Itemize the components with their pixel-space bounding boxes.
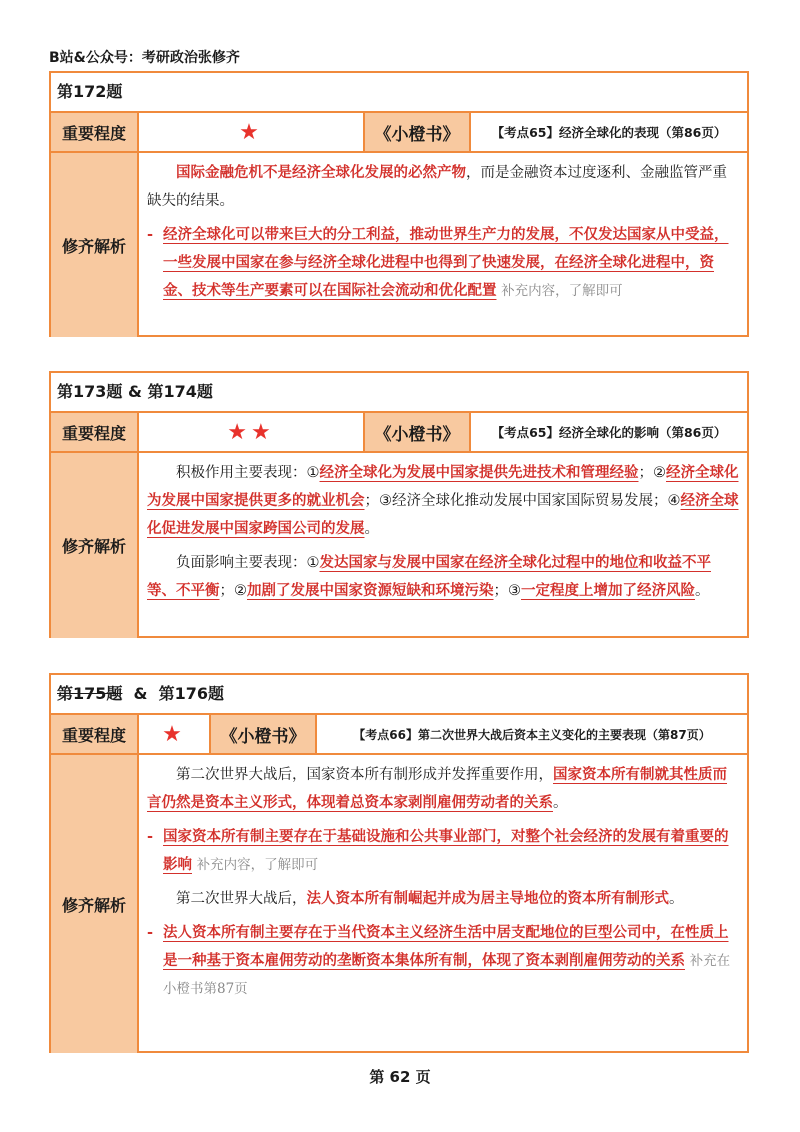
exam-point: 【考点65】经济全球化的表现（第86页）: [491, 125, 727, 140]
importance-label: 重要程度: [51, 715, 139, 753]
key-text: 经济全球化为发展中国家提供更多的就业机会: [147, 465, 739, 509]
text: 。: [669, 891, 684, 907]
key-text: 一定程度上增加了经济风险: [521, 583, 695, 599]
card-title: 第172题: [51, 73, 747, 113]
key-text: 发达国家与发展中国家在经济全球化过程中的地位和收益不平等、不平衡: [147, 555, 711, 599]
title-part: 第175题: [57, 684, 123, 703]
text: 第二次世界大战后，: [176, 891, 307, 907]
question-card-172: [49, 71, 749, 337]
bullet-item: [147, 823, 739, 879]
book-label: 《小橙书》: [365, 413, 471, 451]
importance-stars: ★: [139, 113, 365, 151]
dash-icon: -: [147, 925, 154, 941]
text: 。: [553, 795, 568, 811]
dash-icon: -: [147, 829, 154, 845]
note-text: 补充内容，了解即可: [196, 857, 319, 873]
importance-stars: ★★: [139, 413, 365, 451]
title-part: & 第176题: [122, 684, 225, 703]
importance-row: [51, 715, 747, 755]
book-label: 《小橙书》: [365, 113, 471, 151]
text: ；②: [219, 583, 247, 599]
analysis-label: 修齐解析: [51, 453, 139, 638]
exam-point: 【考点65】经济全球化的影响（第86页）: [491, 425, 727, 440]
text: 。: [364, 521, 379, 537]
question-card-173-174: [49, 371, 749, 638]
analysis-row: [51, 453, 747, 638]
importance-label: 重要程度: [51, 413, 139, 451]
key-text: 经济全球化促进发展中国家跨国公司的发展: [147, 493, 739, 537]
importance-row: [51, 113, 747, 153]
paragraph: [147, 885, 739, 913]
text: 负面影响主要表现：①: [176, 555, 320, 571]
bullet-item: [147, 221, 739, 305]
dash-icon: -: [147, 227, 154, 243]
book-label: 《小橙书》: [211, 715, 317, 753]
key-text: 经济全球化为发展中国家提供先进技术和管理经验: [319, 465, 639, 481]
text: ；②: [638, 465, 666, 481]
key-text: 国家资本所有制主要存在于基础设施和公共事业部门，对整个社会经济的发展有着重要的影响: [163, 829, 729, 873]
text: 。: [695, 583, 710, 599]
key-text: 经济全球化可以带来巨大的分工利益，推动世界生产力的发展，不仅发达国家从中受益，一些发展中国家在参与经济全球化进程中也得到了快速发展，在经济全球化进程中，资金、技术等生产要素可以在国际社会流动和优化配置: [163, 227, 729, 299]
exam-point: 【考点66】第二次世界大战后资本主义变化的主要表现（第87页）: [353, 727, 711, 742]
analysis-content: [139, 453, 747, 638]
importance-row: [51, 413, 747, 453]
paragraph: [147, 159, 739, 215]
header-source: B站&公众号：考研政治张修齐: [49, 50, 240, 66]
paragraph-negative: [147, 549, 739, 605]
question-card-175-176: [49, 673, 749, 1053]
paragraph-positive: [147, 459, 739, 543]
note-text: 补充内容，了解即可: [501, 283, 623, 299]
card-title: 第173题 & 第174题: [51, 373, 747, 413]
analysis-label: 修齐解析: [51, 153, 139, 337]
analysis-row: [51, 153, 747, 337]
text: ；③: [493, 583, 521, 599]
analysis-row: [51, 755, 747, 1053]
importance-stars: ★: [139, 715, 211, 753]
page-number: 第 62 页: [369, 1068, 431, 1086]
text: ；③经济全球化推动发展中国家国际贸易发展；④: [364, 493, 681, 509]
text: ，而是金融资本过度逐利、金融监管严重缺失的结果。: [147, 165, 727, 209]
analysis-content: [139, 755, 747, 1053]
paragraph: [147, 761, 739, 817]
analysis-label: 修齐解析: [51, 755, 139, 1053]
key-text: 加剧了发展中国家资源短缺和环境污染: [247, 583, 494, 599]
key-text: 法人资本所有制主要存在于当代资本主义经济生活中居支配地位的巨型公司中，在性质上是一种基于资本雇佣劳动的垄断资本集体所有制，体现了资本剥削雇佣劳动的关系: [163, 925, 729, 969]
bullet-item: [147, 919, 739, 1003]
text: 积极作用主要表现：①: [176, 465, 320, 481]
key-text: 国家资本所有制就其性质而言仍然是资本主义形式，体现着总资本家剥削雇佣劳动者的关系: [147, 767, 727, 811]
card-title: [51, 675, 747, 715]
note-text: 补充在小橙书第87页: [163, 953, 731, 997]
text: 第二次世界大战后，国家资本所有制形成并发挥重要作用，: [176, 767, 553, 783]
key-text: 国际金融危机不是经济全球化发展的必然产物: [176, 165, 466, 181]
analysis-content: [139, 153, 747, 337]
key-text: 法人资本所有制崛起并成为居主导地位的资本所有制形式: [306, 891, 669, 907]
importance-label: 重要程度: [51, 113, 139, 151]
